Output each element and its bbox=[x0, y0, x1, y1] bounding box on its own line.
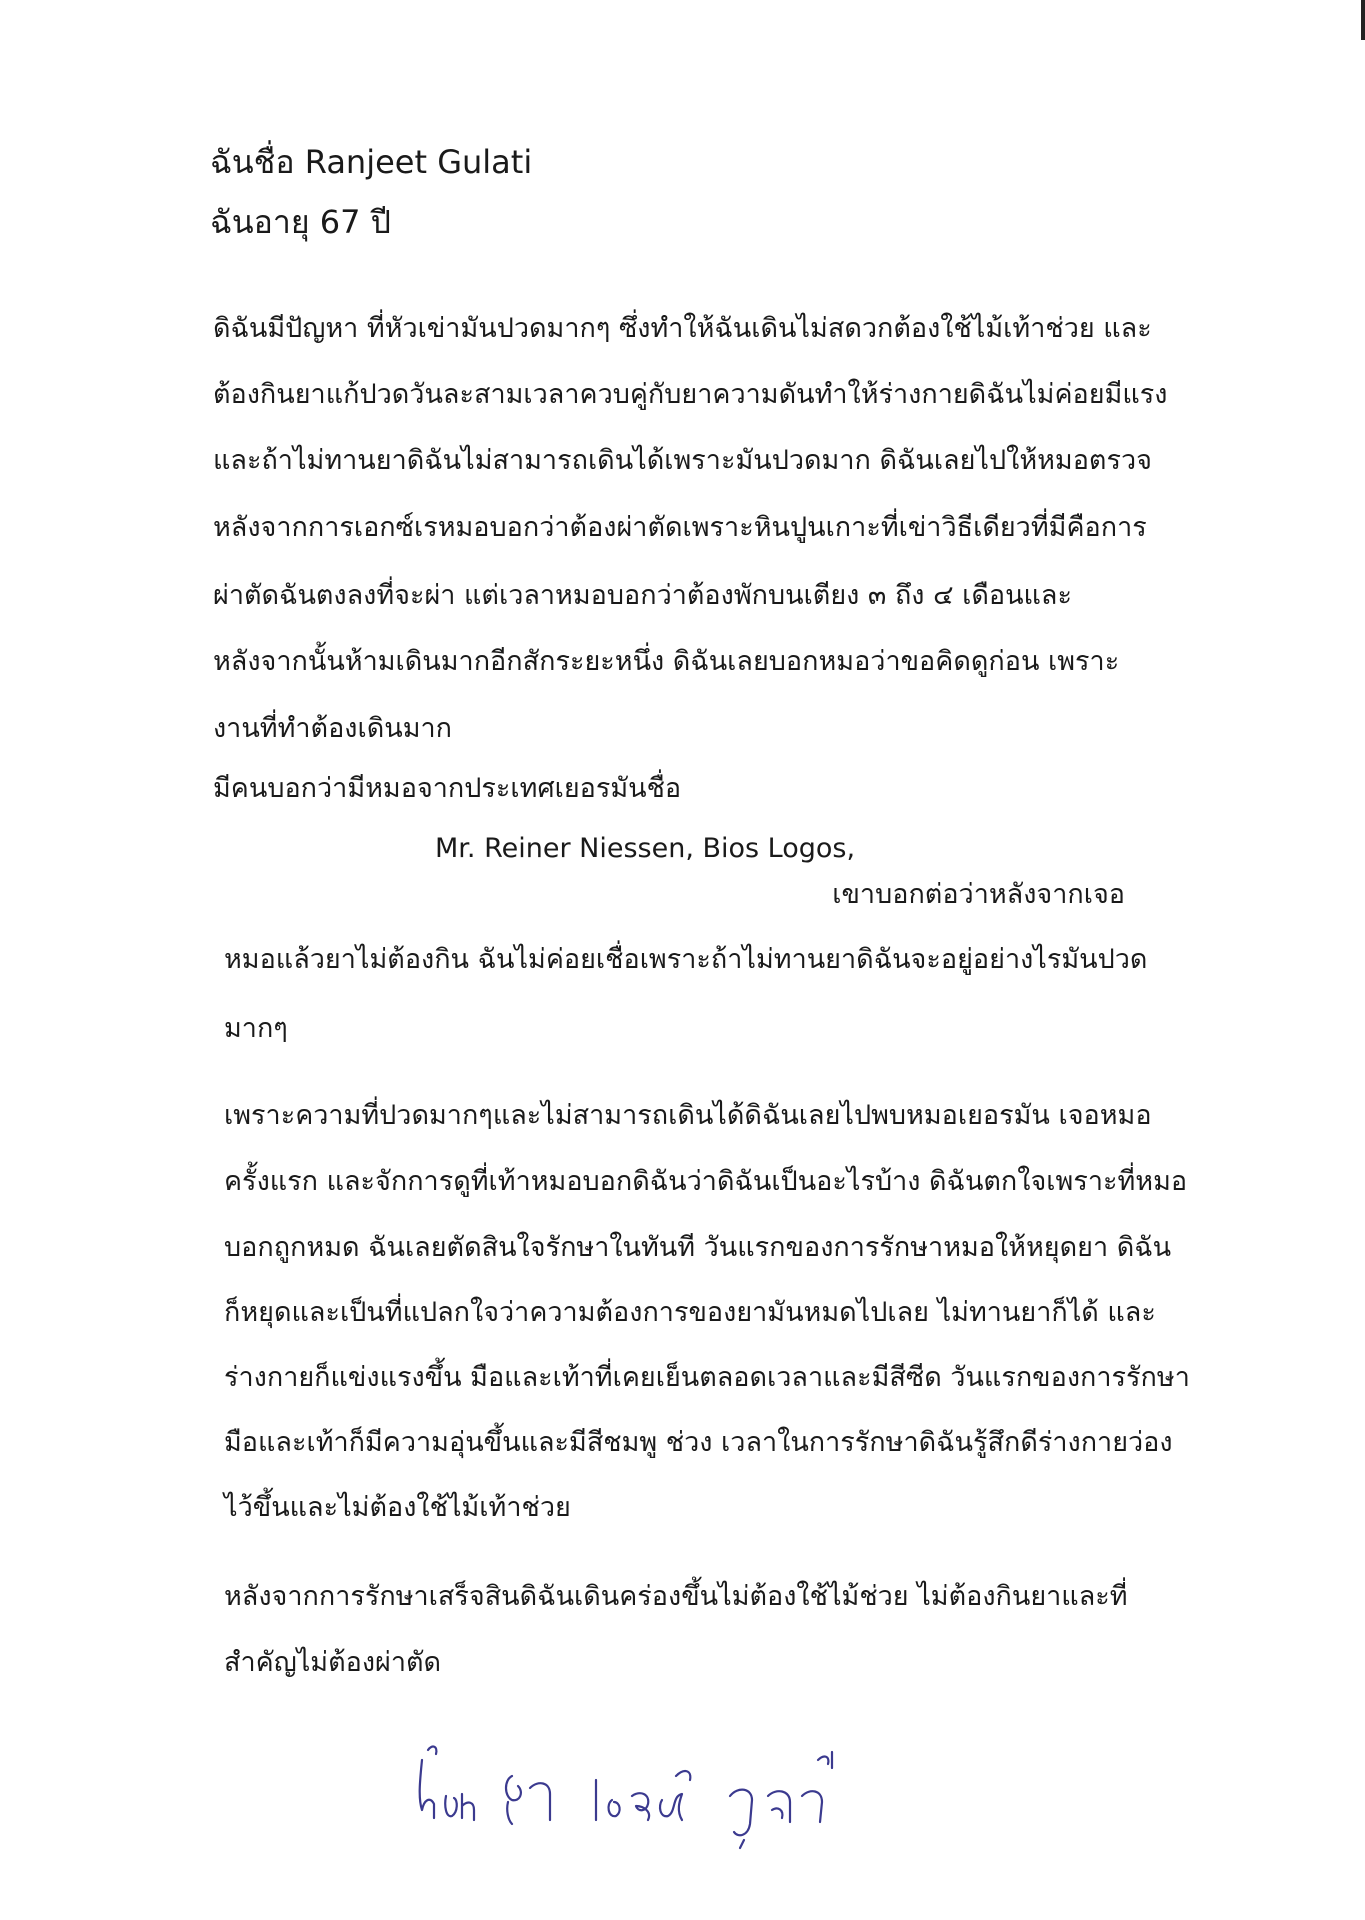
paragraph-1-line-6: หลังจากนั้นห้ามเดินมากอีกสักระยะหนึ่ง ดิฉันเลยบอกหมอว่าขอคิดดูก่อน เพราะ bbox=[213, 646, 1120, 677]
paragraph-3-line-6: มือและเท้าก็มีความอุ่นขึ้นและมีสีชมพู ช่วง เวลาในการรักษาดิฉันรู้สึกดีร่างกายว่อง bbox=[224, 1427, 1173, 1458]
paragraph-4-line-2: สำคัญไม่ต้องผ่าตัด bbox=[224, 1647, 442, 1678]
paragraph-1-line-5: ผ่าตัดฉันตงลงที่จะผ่า แต่เวลาหมอบอกว่าต้องพักบนเตียง ๓ ถึง ๔ เดือนและ bbox=[213, 580, 1072, 611]
paragraph-3-line-4: ก็หยุดและเป็นที่แปลกใจว่าความต้องการของยามันหมดไปเลย ไม่ทานยาก็ได้ และ bbox=[224, 1297, 1156, 1328]
handwritten-signature bbox=[400, 1740, 840, 1850]
paragraph-3-line-7: ไว้ขึ้นและไม่ต้องใช้ไม้เท้าช่วย bbox=[224, 1492, 571, 1523]
german-doctor-intro: มีคนบอกว่ามีหมอจากประเทศเยอรมันชื่อ bbox=[213, 773, 682, 804]
paragraph-3-line-1: เพราะความที่ปวดมากๆและไม่สามารถเดินได้ดิฉันเลยไปพบหมอเยอรมัน เจอหมอ bbox=[224, 1100, 1152, 1131]
paragraph-1-line-7: งานที่ทำต้องเดินมาก bbox=[213, 713, 453, 744]
continuation-line: เขาบอกต่อว่าหลังจากเจอ bbox=[832, 879, 1125, 910]
paragraph-1-line-3: และถ้าไม่ทานยาดิฉันไม่สามารถเดินได้เพราะมันปวดมาก ดิฉันเลยไปให้หมอตรวจ bbox=[213, 445, 1152, 476]
paragraph-4-line-1: หลังจากการรักษาเสร็จสินดิฉันเดินคร่องขึ้นไม่ต้องใช้ไม้ช่วย ไม่ต้องกินยาและที่ bbox=[224, 1581, 1128, 1612]
paragraph-3-line-2: ครั้งแรก และจักการดูที่เท้าหมอบอกดิฉันว่าดิฉันเป็นอะไรบ้าง ดิฉันตกใจเพราะที่หมอ bbox=[224, 1166, 1188, 1197]
age-line: ฉันอายุ 67 ปี bbox=[210, 203, 391, 241]
paragraph-1-line-1: ดิฉันมีปัญหา ที่หัวเข่ามันปวดมากๆ ซึ่งทำให้ฉันเดินไม่สดวกต้องใช้ไม้เท้าช่วย และ bbox=[213, 313, 1152, 344]
name-line: ฉันชื่อ Ranjeet Gulati bbox=[210, 143, 533, 181]
doctor-name: Mr. Reiner Niessen, Bios Logos, bbox=[435, 833, 856, 864]
paragraph-1-line-4: หลังจากการเอกซ์เรหมอบอกว่าต้องผ่าตัดเพราะหินปูนเกาะที่เข่าวิธีเดียวที่มีคือการ bbox=[213, 512, 1147, 543]
scan-edge-mark bbox=[1361, 0, 1365, 40]
paragraph-2-line-2: มากๆ bbox=[224, 1013, 288, 1044]
paragraph-3-line-5: ร่างกายก็แข่งแรงขึ้น มือและเท้าที่เคยเย็นตลอดเวลาและมีสีซีด วันแรกของการรักษา bbox=[224, 1362, 1190, 1393]
paragraph-2-line-1: หมอแล้วยาไม่ต้องกิน ฉันไม่ค่อยเชื่อเพราะถ้าไม่ทานยาดิฉันจะอยู่อย่างไรมันปวด bbox=[224, 944, 1148, 975]
paragraph-1-line-2: ต้องกินยาแก้ปวดวันละสามเวลาควบคู่กับยาความดันทำให้ร่างกายดิฉันไม่ค่อยมีแรง bbox=[213, 379, 1168, 410]
paragraph-3-line-3: บอกถูกหมด ฉันเลยตัดสินใจรักษาในทันที วันแรกของการรักษาหมอให้หยุดยา ดิฉัน bbox=[224, 1232, 1172, 1263]
